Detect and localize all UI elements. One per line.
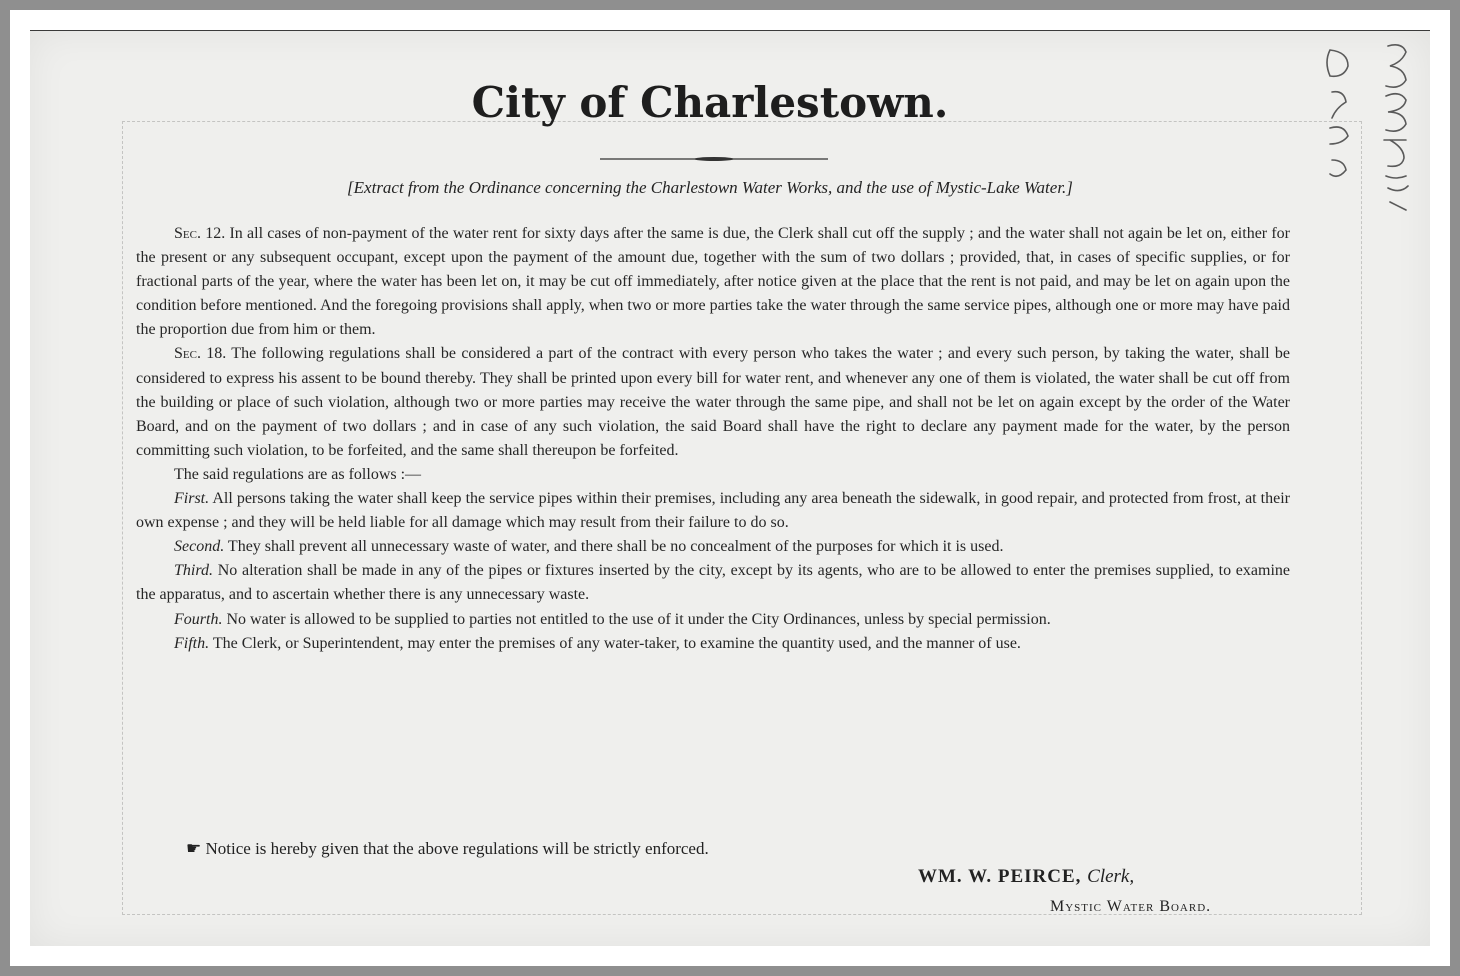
regulation-fifth [136,632,1290,656]
document-title: City of Charlestown. [471,78,949,127]
ordinance-body [136,222,1290,656]
signer-title: Clerk, [1087,866,1135,887]
board-name: Mystic Water Board. [1050,898,1212,915]
ordinance-subtitle: [Extract from the Ordinance concerning the Charlestown Water Works, and the use of Mystic-Lake Water.] [347,178,1073,197]
regulation-label: Third. [174,562,213,580]
section-12 [136,222,1290,342]
section-18 [136,342,1290,462]
pointing-hand-icon: ☛ [186,839,202,859]
handwritten-margin-note [1318,36,1438,216]
regulation-fourth [136,608,1290,632]
regulations-intro: The said regulations are as follows :— [174,465,422,483]
section-18-text: The following regulations shall be considered a part of the contract with every person who takes the water ; and every such person, by taking the water, shall be considered to express his assent to be bound thereby. They shall be printed upon every bill for water rent, and whenever any one of them is violated, the water shall be cut off from the building or place of such violation, although two or more parties may receive the water through the same pipe, and shall not be let on again except by the order of the Water Board, and on the payment of two dollars ; and in case of any such violation, the said Board shall have the right to declare any payment made for the water, by the person committing such violation, to be forfeited, and the same shall thereupon be forfeited. [136,345,1290,459]
title-ornament-rule [600,157,828,161]
section-12-label: Sec. 12. [174,225,226,242]
notice-text: Notice is hereby given that the above regulations will be strictly enforced. [205,839,709,858]
enforcement-notice [186,839,709,859]
section-12-text: In all cases of non-payment of the water rent for sixty days after the same is due, the Clerk shall cut off the supply ; and the water shall not again be let on, either for the present or any subsequent occupant, except upon the payment of the amount due, together with the sum of two dollars ; provided, that, in cases of specific supplies, or for fractional parts of the year, where the water has been let on, it may be cut off immediately, after notice given at the place that the rent is not paid, and may be let on again upon the condition before mentioned. And the foregoing provisions shall apply, when two or more parties take the water through the same service pipes, although one or more may have paid the proportion due from him or them. [136,225,1291,339]
regulation-second [136,535,1290,559]
regulation-first [136,487,1290,535]
regulation-text: No water is allowed to be supplied to parties not entitled to the use of it under the City Ordinances, unless by special permission. [226,610,1051,628]
regulation-third [136,559,1290,607]
section-18-label: Sec. 18. [174,345,227,363]
regulation-label: First. [174,490,210,508]
regulation-text: All persons taking the water shall keep the service pipes within their premises, including any area beneath the sidewalk, in good repair, and protected from frost, at their own expense ; and they will be held liable for all damage which may result from their failure to do so. [136,490,1290,532]
regulation-text: No alteration shall be made in any of the pipes or fixtures inserted by the city, except by its agents, who are to be allowed to enter the premises supplied, to examine the apparatus, and to ascertain whether there is any unnecessary waste. [136,562,1290,604]
regulation-text: The Clerk, or Superintendent, may enter the premises of any water-taker, to examine the quantity used, and the manner of use. [212,634,1021,652]
regulation-text: They shall prevent all unnecessary waste of water, and there shall be no concealment of the purposes for which it is used. [227,538,1004,556]
signer-name: WM. W. PEIRCE, [918,866,1082,887]
regulation-label: Fourth. [174,610,223,628]
regulation-label: Second. [174,538,225,556]
regulation-label: Fifth. [174,634,210,652]
signature-line [918,866,1134,888]
